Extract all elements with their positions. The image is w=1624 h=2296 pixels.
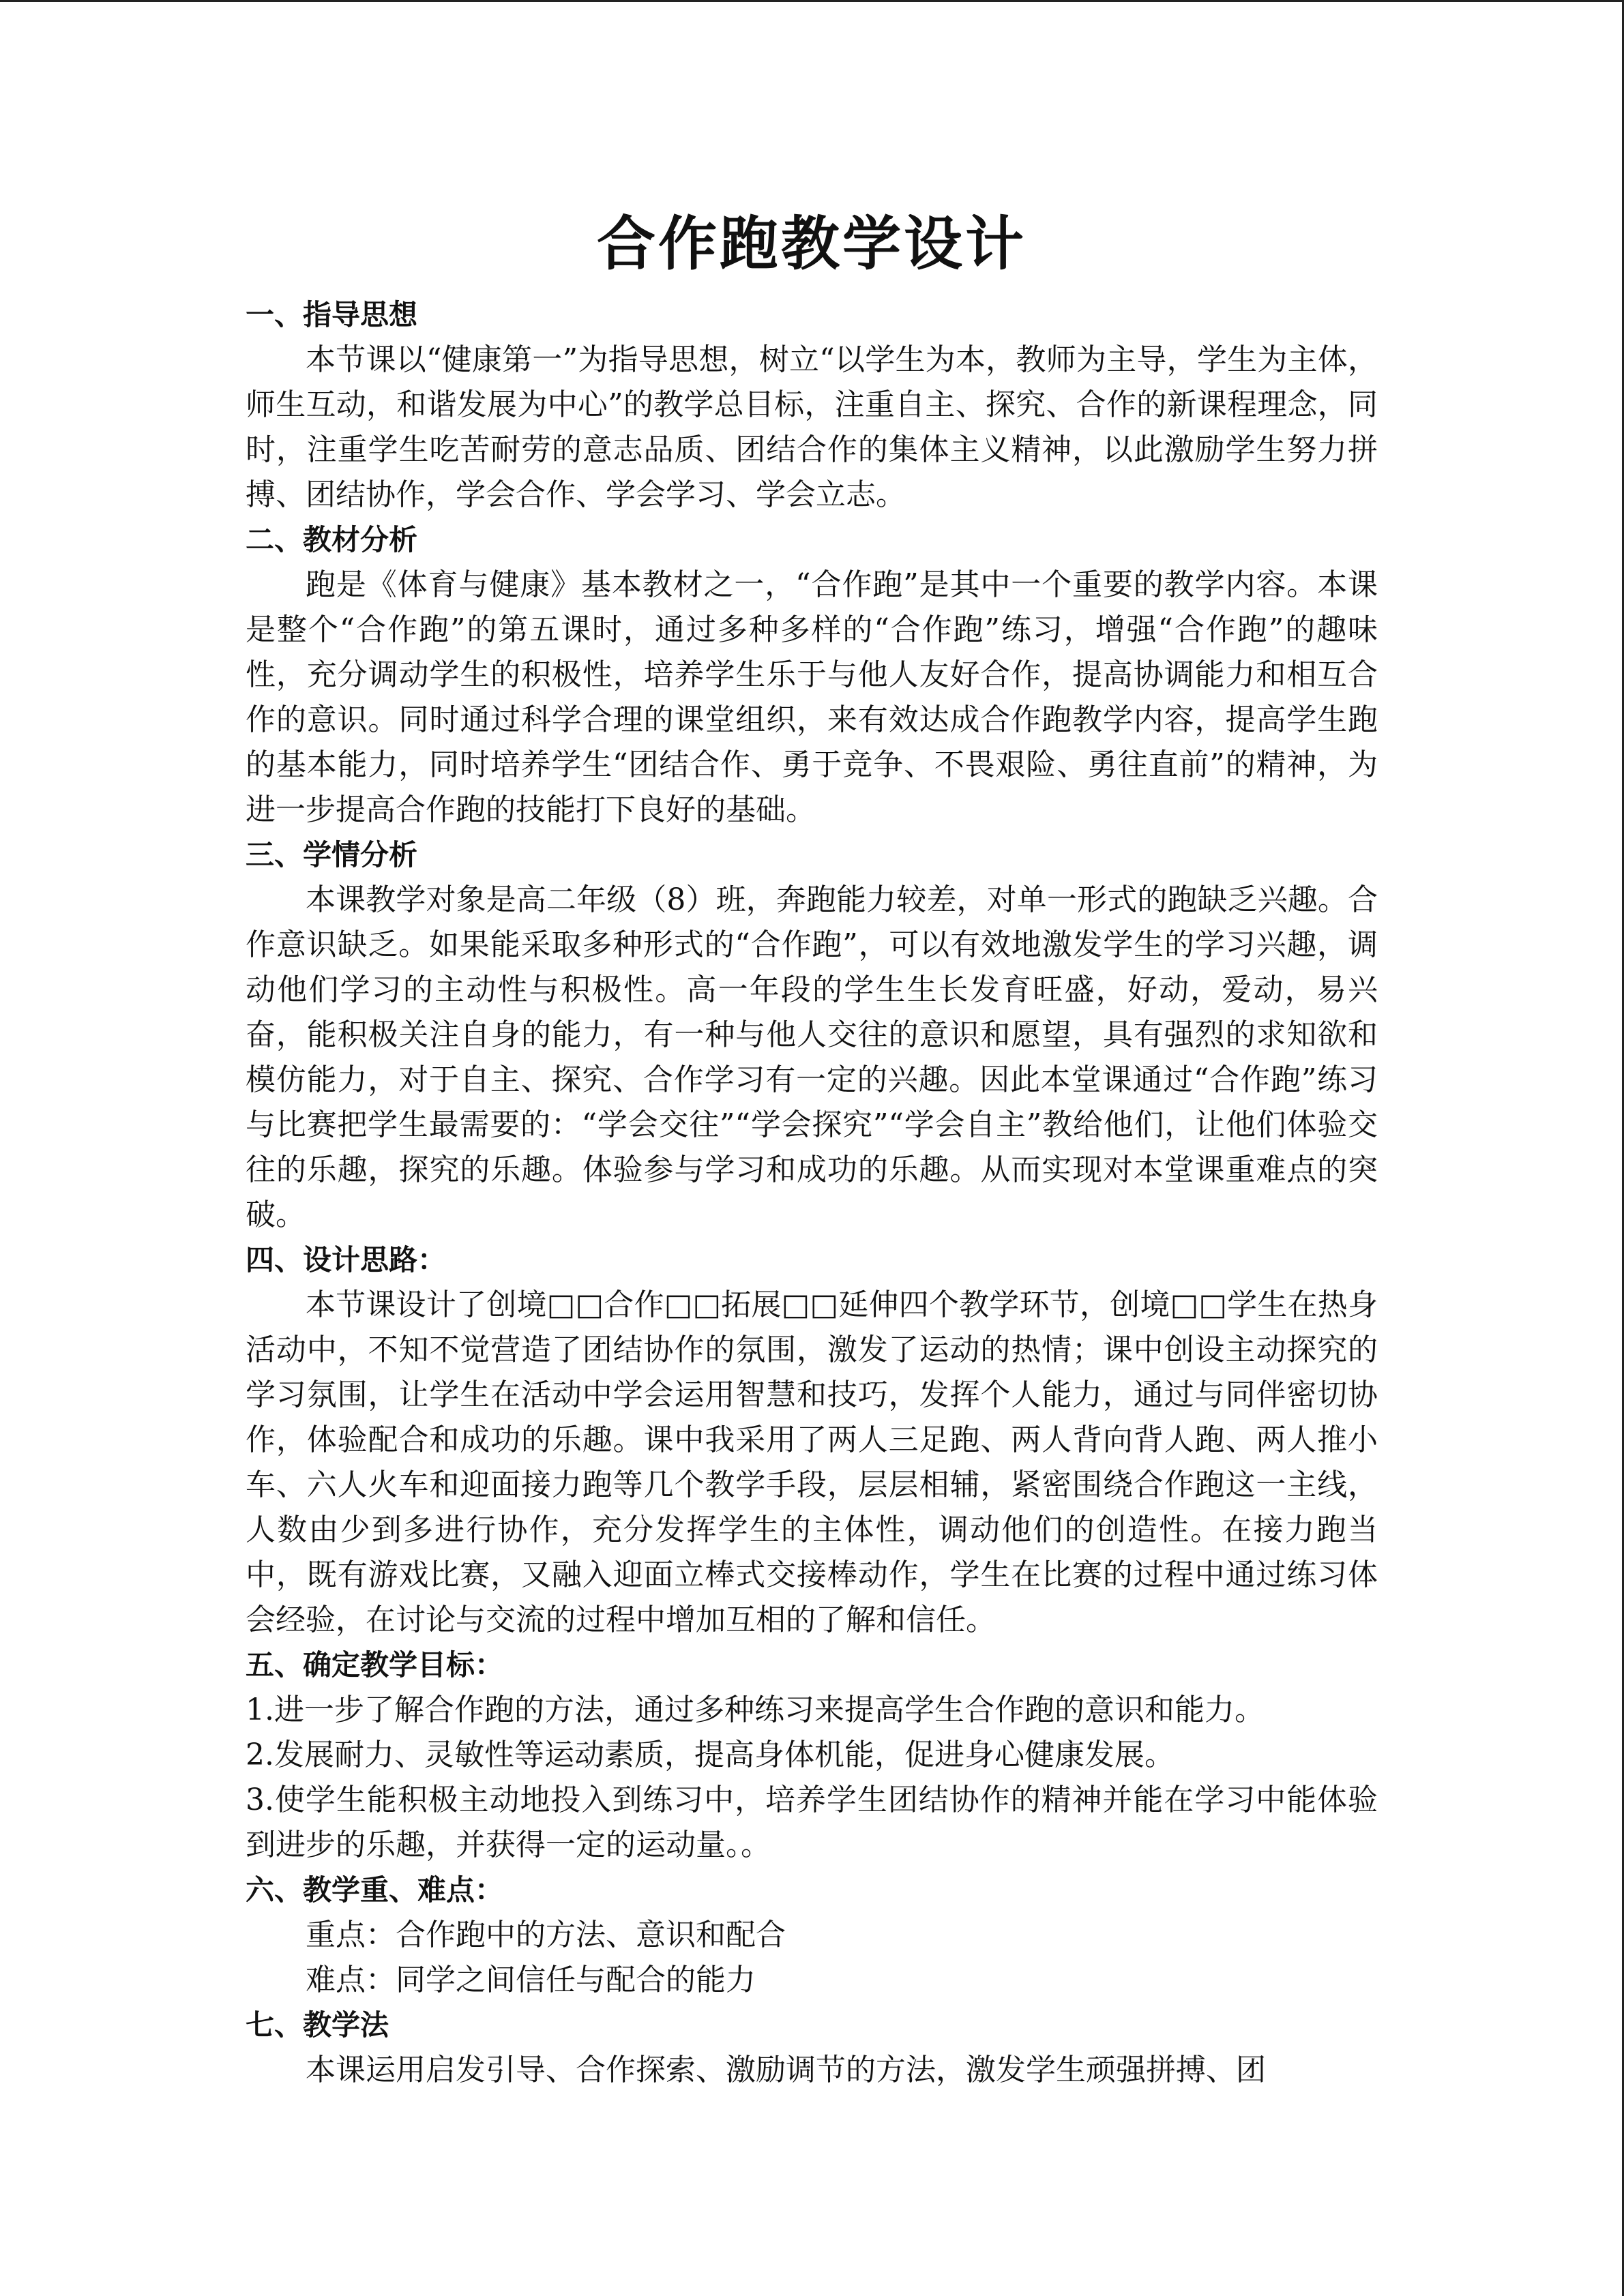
section-heading: 六、教学重、难点： [246, 1873, 504, 1907]
section-paragraph: 本课运用启发引导、合作探索、激励调节的方法，激发学生顽强拼搏、团 [306, 2053, 1266, 2087]
section-paragraph: 本课教学对象是高二年级（8）班，奔跑能力较差，对单一形式的跑缺乏兴趣。合作意识缺乏。如果能采取多种形式的“合作跑”，可以有效地激发学生的学习兴趣，调动他们学习的主动性与积极性。高一年段的学生生长发育旺盛，好动，爱动，易兴奋，能积极关注自身的能力，有一种与他人交往的意识和愿望，具有强烈的求知欲和模仿能力，对于自主、探究、合作学习有一定的兴趣。因此本堂课通过“合作跑”练习与比赛把学生最需要的：“学会交往”“学会探究”“学会自主”教给他们，让他们体验交往的乐趣，探究的乐趣。体验参与学习和成功的乐趣。从而实现对本堂课重难点的突破。 [246, 882, 1378, 1232]
section-paragraph: 跑是《体育与健康》基本教材之一，“合作跑”是其中一个重要的教学内容。本课是整个“合作跑”的第五课时，通过多种多样的“合作跑”练习，增强“合作跑”的趣味性，充分调动学生的积极性，培养学生乐于与他人友好合作，提高协调能力和相互合作的意识。同时通过科学合理的课堂组织，来有效达成合作跑教学内容，提高学生跑的基本能力，同时培养学生“团结合作、勇于竞争、不畏艰险、勇往直前”的精神，为进一步提高合作跑的技能打下良好的基础。 [246, 567, 1378, 827]
objective-item: 2.发展耐力、灵敏性等运动素质，提高身体机能，促进身心健康发展。 [246, 1738, 1175, 1772]
document-body [246, 200, 1378, 2093]
section-paragraph: 本节课设计了创境□□合作□□拓展□□延伸四个教学环节，创境□□学生在热身活动中，不知不觉营造了团结协作的氛围，激发了运动的热情；课中创设主动探究的学习氛围，让学生在活动中学会运用智慧和技巧，发挥个人能力，通过与同伴密切协作，体验配合和成功的乐趣。课中我采用了两人三足跑、两人背向背人跑、两人推小车、六人火车和迎面接力跑等几个教学手段，层层相辅，紧密围绕合作跑这一主线，人数由少到多进行协作，充分发挥学生的主体性，调动他们的创造性。在接力跑当中，既有游戏比赛，又融入迎面立棒式交接棒动作，学生在比赛的过程中通过练习体会经验，在讨论与交流的过程中增加互相的了解和信任。 [246, 1287, 1378, 1637]
section-heading: 三、学情分析 [246, 838, 418, 871]
section-heading: 二、教材分析 [246, 523, 418, 556]
objective-item: 3.使学生能积极主动地投入到练习中，培养学生团结协作的精神并能在学习中能体验到进步的乐趣，并获得一定的运动量。。 [246, 1783, 1378, 1862]
section-student-analysis [246, 833, 1378, 1238]
section-paragraph: 本节课以“健康第一”为指导思想，树立“以学生为本，教师为主导，学生为主体，师生互动，和谐发展为中心”的教学总目标，注重自主、探究、合作的新课程理念，同时，注重学生吃苦耐劳的意志品质、团结合作的集体主义精神，以此激励学生努力拼搏、团结协作，学会合作、学会学习、学会立志。 [246, 342, 1378, 512]
document-title: 合作跑教学设计 [597, 209, 1027, 278]
section-teaching-methods [246, 2003, 1378, 2093]
section-material-analysis [246, 518, 1378, 833]
section-guiding-ideology [246, 293, 1378, 518]
section-teaching-objectives [246, 1643, 1378, 1868]
section-design-approach [246, 1238, 1378, 1643]
section-heading: 七、教学法 [246, 2008, 389, 2042]
key-point-item: 重点：合作跑中的方法、意识和配合 [306, 1918, 786, 1952]
section-heading: 五、确定教学目标： [246, 1648, 504, 1682]
objective-item: 1.进一步了解合作跑的方法，通过多种练习来提高学生合作跑的意识和能力。 [246, 1693, 1265, 1727]
section-heading: 一、指导思想 [246, 298, 418, 331]
difficult-point-item: 难点：同学之间信任与配合的能力 [306, 1963, 756, 1997]
section-key-difficult-points [246, 1868, 1378, 2003]
section-heading: 四、设计思路： [246, 1243, 447, 1277]
